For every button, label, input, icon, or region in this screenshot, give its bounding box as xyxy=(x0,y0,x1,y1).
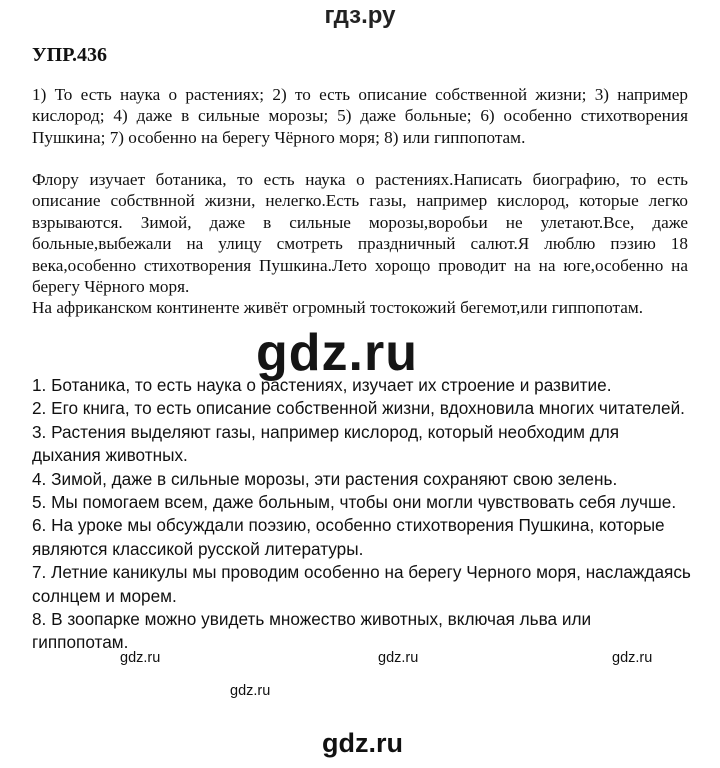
watermark-large: gdz.ru xyxy=(256,324,418,382)
watermark-small-2: gdz.ru xyxy=(378,650,419,666)
answer-item-8: 8. В зоопарке можно увидеть множество животных, включая льва или гиппопотам. xyxy=(32,609,592,653)
exercise-title: УПР.436 xyxy=(32,44,107,66)
answer-item-2: 2. Его книга, то есть описание собственной жизни, вдохновила многих читателей. xyxy=(32,398,685,419)
answer-item-3: 3. Растения выделяют газы, например кислород, который необходим для дыхания животных. xyxy=(32,421,620,466)
watermark-small-1: gdz.ru xyxy=(120,650,161,666)
site-title: гдз.ру xyxy=(324,2,396,29)
answer-line-text: 1) То есть наука о растениях; 2) то есть описание собственной жизни; 3) например кислород; 4) даже в сильные морозы; 5) даже больные; 6) особенно стихотворения Пушкина; 7) особенно на берегу Чёрного моря; 8) или гиппопотам. xyxy=(32,85,688,147)
answers-list xyxy=(32,374,692,655)
watermark-bottom: gdz.ru xyxy=(322,728,403,758)
sentences-paragraph-1: Флору изучает ботаника, то есть наука о растениях.Написать биографию, то есть описание собствнной жизни, нелегко.Есть газы, например кислород, которые легко взрываются. Зимой, даже в сильные морозы,воробьи не улетают.Все, даже больные,выбежали на улицу смотреть праздничный салют.Я люблю пэзию 18 века,особенно стихотворения Пушкина.Лето хорощо проводит на на юге,особенно на берегу Чёрного моря. xyxy=(32,170,688,297)
sentences-paragraph-2: На африканском континенте живёт огромный тостокожий бегемот,или гиппопотам. xyxy=(32,298,644,318)
answer-item-4: 4. Зимой, даже в сильные морозы, эти растения сохраняют свою зелень. xyxy=(32,468,618,489)
answer-item-6: 6. На уроке мы обсуждали поэзию, особенно стихотворения Пушкина, которые являются классикой русской литературы. xyxy=(32,515,665,559)
answer-item-5: 5. Мы помогаем всем, даже больным, чтобы они могли чувствовать себя лучше. xyxy=(32,492,677,513)
watermark-small-3: gdz.ru xyxy=(612,650,653,666)
watermark-small-4: gdz.ru xyxy=(230,683,271,699)
sentences-block xyxy=(32,169,688,319)
answer-line xyxy=(32,84,688,148)
answer-item-1: 1. Ботаника, то есть наука о растениях, изучает их строение и развитие. xyxy=(32,375,612,395)
answer-item-7: 7. Летние каникулы мы проводим особенно на берегу Черного моря, наслаждаясь солнцем и морем. xyxy=(32,562,691,606)
